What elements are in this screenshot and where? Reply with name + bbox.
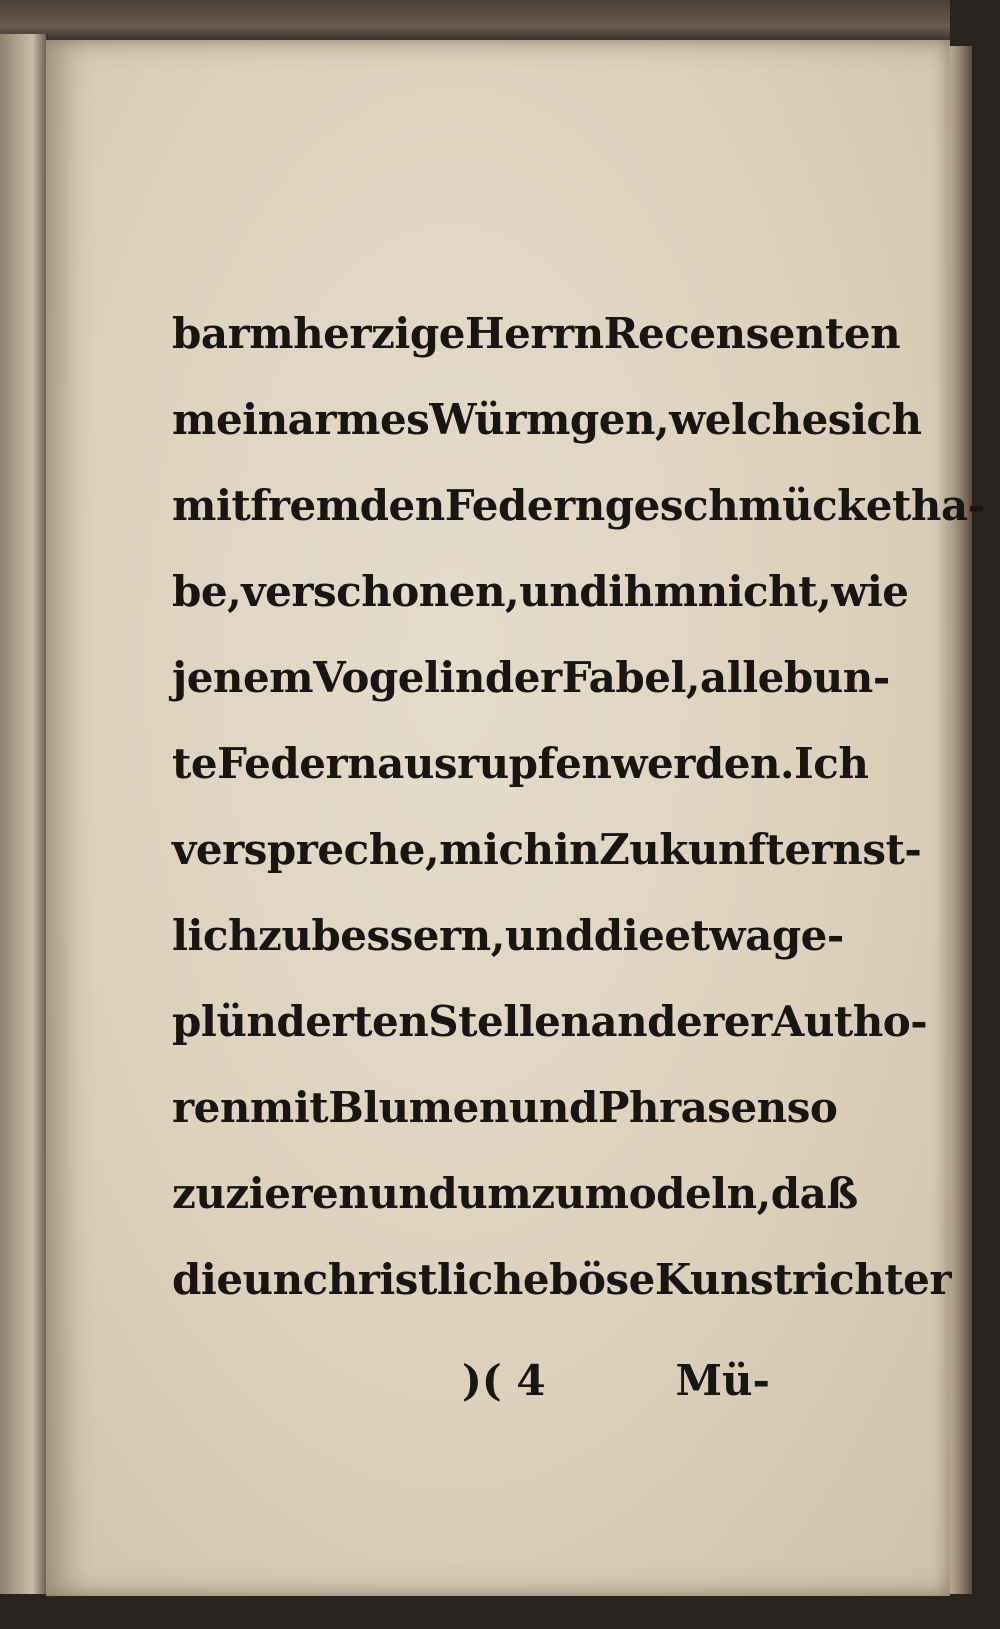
word: die bbox=[172, 1254, 243, 1304]
word: umzumodeln, bbox=[457, 1168, 771, 1218]
word: und bbox=[508, 1082, 598, 1132]
word: daß bbox=[770, 1168, 858, 1218]
word: ich bbox=[850, 394, 922, 444]
word: ha- bbox=[910, 480, 985, 530]
word: Federn bbox=[217, 738, 378, 788]
word: Autho- bbox=[771, 996, 928, 1046]
word: verschonen, bbox=[241, 566, 520, 616]
word: Stellen bbox=[428, 996, 591, 1046]
page-footer bbox=[172, 1356, 790, 1426]
word: böse bbox=[549, 1254, 655, 1304]
word: Fabel, bbox=[561, 652, 701, 702]
word: Ich bbox=[794, 738, 869, 788]
text-line bbox=[172, 720, 869, 806]
text-line bbox=[172, 548, 909, 634]
word: Kunstrichter bbox=[654, 1254, 952, 1304]
text-line bbox=[172, 1236, 952, 1322]
word: Blumen bbox=[328, 1082, 509, 1132]
word: Würmgen, bbox=[429, 394, 670, 444]
word: Herrn bbox=[464, 308, 604, 358]
text-line bbox=[172, 1150, 858, 1236]
word: anderer bbox=[590, 996, 772, 1046]
text-line bbox=[172, 806, 922, 892]
word: zu bbox=[172, 1168, 226, 1218]
word: jenem bbox=[172, 652, 314, 702]
text-line bbox=[172, 462, 985, 548]
word: geschmücket bbox=[604, 480, 911, 530]
text-line bbox=[172, 892, 844, 978]
word: mein bbox=[172, 394, 288, 444]
text-line bbox=[172, 1064, 838, 1150]
word: lich bbox=[172, 910, 259, 960]
word: zieren bbox=[225, 1168, 369, 1218]
word: verspreche, bbox=[172, 824, 440, 874]
word: nicht, bbox=[697, 566, 832, 616]
word: alle bbox=[700, 652, 784, 702]
word: etwa bbox=[664, 910, 772, 960]
word: und bbox=[504, 910, 594, 960]
text-line bbox=[172, 978, 928, 1064]
right-page-edge bbox=[950, 46, 972, 1594]
word: te bbox=[172, 738, 218, 788]
word: in bbox=[553, 824, 600, 874]
word: mit bbox=[172, 480, 251, 530]
word: be, bbox=[172, 566, 242, 616]
word: bessern, bbox=[311, 910, 505, 960]
signature-mark: )( 4 bbox=[462, 1356, 546, 1405]
word: bun- bbox=[783, 652, 890, 702]
word: unchristliche bbox=[242, 1254, 550, 1304]
word: wie bbox=[831, 566, 909, 616]
word: die bbox=[593, 910, 665, 960]
word: Vogel bbox=[313, 652, 440, 702]
word: Recensenten bbox=[603, 308, 901, 358]
word: ren bbox=[172, 1082, 250, 1132]
word: Phrasen bbox=[597, 1082, 787, 1132]
word: so bbox=[786, 1082, 838, 1132]
word: plünderten bbox=[172, 996, 429, 1046]
word: in bbox=[439, 652, 485, 702]
word: mit bbox=[249, 1082, 329, 1132]
word: und bbox=[368, 1168, 458, 1218]
text-line bbox=[172, 290, 901, 376]
word: der bbox=[484, 652, 562, 702]
word: ausrupfen bbox=[377, 738, 612, 788]
body-text bbox=[172, 290, 985, 1322]
text-line bbox=[172, 376, 922, 462]
book-top-edge bbox=[0, 0, 950, 44]
word: armes bbox=[287, 394, 430, 444]
word: mich bbox=[439, 824, 554, 874]
word: zu bbox=[258, 910, 312, 960]
word: welches bbox=[669, 394, 851, 444]
left-page-edge bbox=[0, 34, 48, 1594]
word: Zukunft bbox=[599, 824, 785, 874]
word: fremden bbox=[250, 480, 445, 530]
word: ihm bbox=[608, 566, 698, 616]
word: und bbox=[519, 566, 609, 616]
text-line bbox=[172, 634, 890, 720]
word: ernst- bbox=[784, 824, 922, 874]
word: ge- bbox=[771, 910, 844, 960]
word: Federn bbox=[444, 480, 605, 530]
catchword: Mü- bbox=[675, 1356, 770, 1405]
word: werden. bbox=[611, 738, 795, 788]
word: barmherzige bbox=[172, 308, 465, 358]
